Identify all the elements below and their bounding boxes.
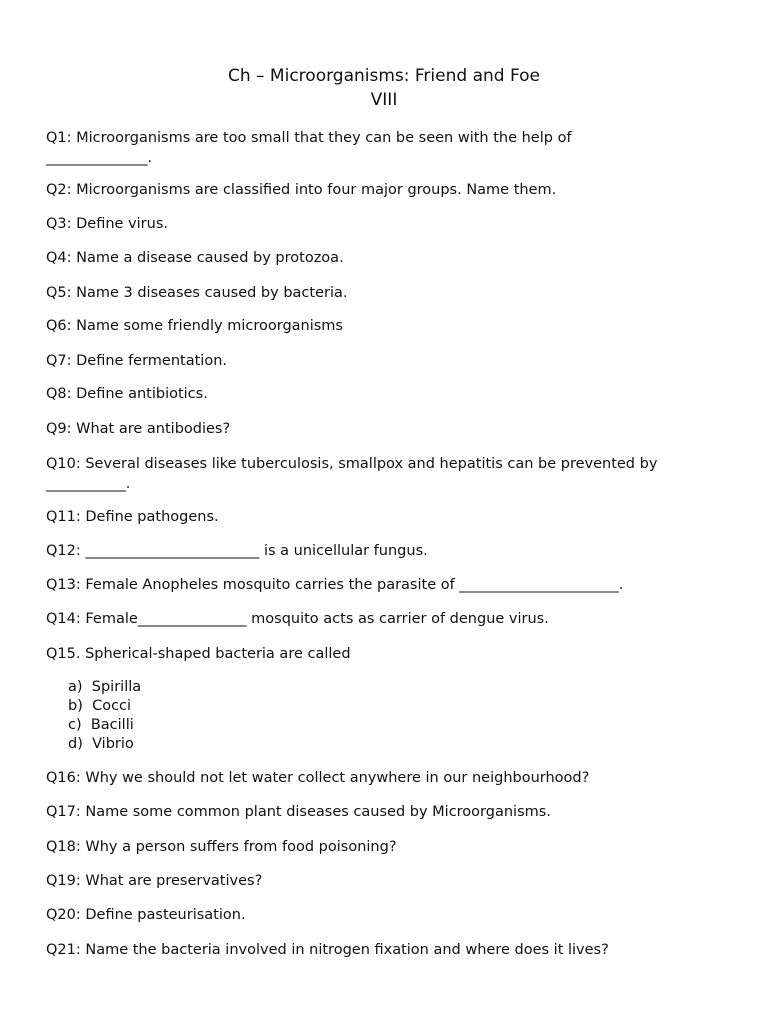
- question-4: Q4: Name a disease caused by protozoa.: [46, 250, 344, 266]
- question-11: Q11: Define pathogens.: [46, 509, 219, 525]
- question-12: Q12: ________________________ is a unicellular fungus.: [46, 543, 428, 559]
- question-9: Q9: What are antibodies?: [46, 421, 231, 437]
- question-17: Q17: Name some common plant diseases caused by Microorganisms.: [46, 804, 551, 820]
- question-2: Q2: Microorganisms are classified into four major groups. Name them.: [46, 182, 557, 198]
- question-6: Q6: Name some friendly microorganisms: [46, 318, 343, 334]
- question-1: Q1: Microorganisms are too small that they can be seen with the help of ______________.: [46, 130, 572, 166]
- q15-option-d: d) Vibrio: [68, 736, 134, 752]
- worksheet-title: Ch – Microorganisms: Friend and Foe: [227, 66, 540, 86]
- q15-option-b: b) Cocci: [68, 698, 132, 714]
- question-16: Q16: Why we should not let water collect anywhere in our neighbourhood?: [46, 770, 590, 786]
- q15-option-a: a) Spirilla: [68, 679, 142, 695]
- q15-options-list: [68, 678, 141, 754]
- q15-option-c: c) Bacilli: [68, 717, 134, 733]
- question-8: Q8: Define antibiotics.: [46, 386, 208, 402]
- question-15: Q15. Spherical-shaped bacteria are called: [46, 646, 351, 662]
- question-3: Q3: Define virus.: [46, 216, 168, 232]
- question-13: Q13: Female Anopheles mosquito carries the parasite of ______________________.: [46, 577, 624, 593]
- class-label: VIII: [370, 90, 398, 110]
- question-19: Q19: What are preservatives?: [46, 873, 263, 889]
- question-21: Q21: Name the bacteria involved in nitrogen fixation and where does it lives?: [46, 942, 609, 958]
- question-14: Q14: Female_______________ mosquito acts as carrier of dengue virus.: [46, 611, 549, 627]
- question-7: Q7: Define fermentation.: [46, 353, 227, 369]
- question-5: Q5: Name 3 diseases caused by bacteria.: [46, 285, 348, 301]
- question-18: Q18: Why a person suffers from food poisoning?: [46, 839, 397, 855]
- question-20: Q20: Define pasteurisation.: [46, 907, 246, 923]
- question-10: Q10: Several diseases like tuberculosis, smallpox and hepatitis can be prevented by ___________.: [46, 456, 658, 492]
